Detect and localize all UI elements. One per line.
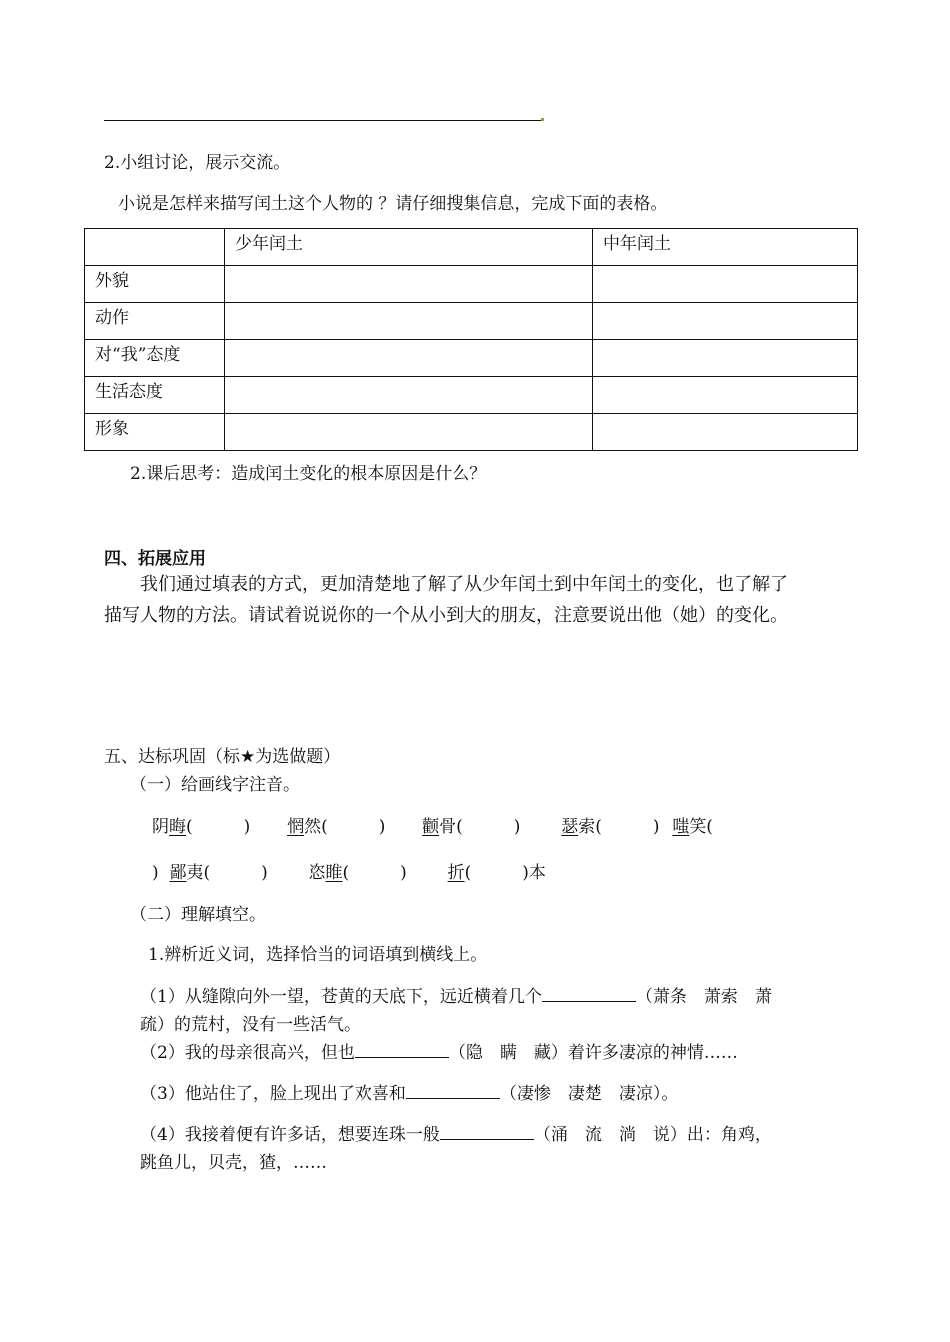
section5-title: 五、达标巩固（标★为选做题） [104, 747, 341, 767]
pinyin-item: 阴晦( ) [152, 817, 251, 837]
table-row [85, 340, 858, 377]
pinyin-item: 惘然( ) [287, 817, 386, 837]
table-row [85, 377, 858, 414]
row-label: 外貌 [85, 266, 225, 303]
question-1-1-cont: 疏）的荒村，没有一些活气。 [140, 1015, 361, 1035]
fill-blank[interactable] [542, 984, 636, 1002]
table-row [85, 266, 858, 303]
pinyin-item: 瑟索( ) [561, 817, 660, 837]
question-1-2: （2）我的母亲很高兴，但也 （隐 瞒 藏）着许多凄凉的神情…… [140, 1038, 738, 1063]
pinyin-item: 颧骨( ) [422, 817, 521, 837]
table-header-cell [85, 229, 225, 266]
discussion-prompt: 小说是怎样来描写闰土这个人物的 ？请仔细搜集信息，完成下面的表格。 [118, 194, 668, 214]
section4-line2: 描写人物的方法。请试着说说你的一个从小到大的朋友，注意要说出他（她）的变化。 [104, 605, 788, 626]
mark-dot [541, 118, 544, 121]
section4-title: 四、拓展应用 [104, 549, 206, 569]
table-header-row [85, 229, 858, 266]
question-1-3: （3）他站住了，脸上现出了欢喜和 （凄惨 凄楚 凄凉）。 [140, 1079, 678, 1104]
comparison-table [84, 228, 858, 451]
pinyin-item: 嗤笑( [672, 817, 713, 837]
answer-cell[interactable] [225, 303, 593, 340]
answer-cell[interactable] [225, 414, 593, 451]
discussion-item: 2.小组讨论，展示交流。 [104, 153, 291, 173]
question-1-1: （1）从缝隙向外一望，苍黄的天底下，远近横着几个 （萧条 萧索 萧 [140, 982, 772, 1007]
table-header-cell: 中年闰土 [593, 229, 858, 266]
pinyin-item: ) 鄙夷( ) [152, 863, 268, 883]
row-label: 形象 [85, 414, 225, 451]
after-class-question: 2.课后思考：造成闰土变化的根本原因是什么？ [130, 464, 487, 484]
pinyin-item: 恣睢( ) [308, 863, 407, 883]
table-header-cell: 少年闰土 [225, 229, 593, 266]
table-row [85, 414, 858, 451]
answer-line [104, 120, 542, 121]
pinyin-item: 折( )本 [447, 863, 546, 883]
table-row [85, 303, 858, 340]
pinyin-row-1 [152, 812, 713, 837]
question-1-4: （4）我接着便有许多话，想要连珠一般 （涌 流 淌 说）出：角鸡， [140, 1120, 772, 1145]
answer-cell[interactable] [225, 266, 593, 303]
pinyin-row-2 [152, 858, 546, 883]
answer-cell[interactable] [593, 377, 858, 414]
question-1-4-cont: 跳鱼儿，贝壳，猹，…… [140, 1153, 327, 1173]
answer-cell[interactable] [593, 303, 858, 340]
section4-line1: 我们通过填表的方式，更加清楚地了解了从少年闰土到中年闰土的变化，也了解了 [140, 574, 788, 595]
answer-cell[interactable] [225, 377, 593, 414]
row-label: 生活态度 [85, 377, 225, 414]
answer-cell[interactable] [593, 266, 858, 303]
fill-blank[interactable] [440, 1122, 534, 1140]
part1-title: （一）给画线字注音。 [130, 775, 300, 795]
fill-blank[interactable] [406, 1081, 500, 1099]
answer-cell[interactable] [593, 414, 858, 451]
row-label: 对“我”态度 [85, 340, 225, 377]
part2-title: （二）理解填空。 [130, 905, 266, 925]
answer-cell[interactable] [593, 340, 858, 377]
question-1: 1.辨析近义词，选择恰当的词语填到横线上。 [148, 945, 488, 965]
answer-cell[interactable] [225, 340, 593, 377]
row-label: 动作 [85, 303, 225, 340]
fill-blank[interactable] [355, 1040, 449, 1058]
